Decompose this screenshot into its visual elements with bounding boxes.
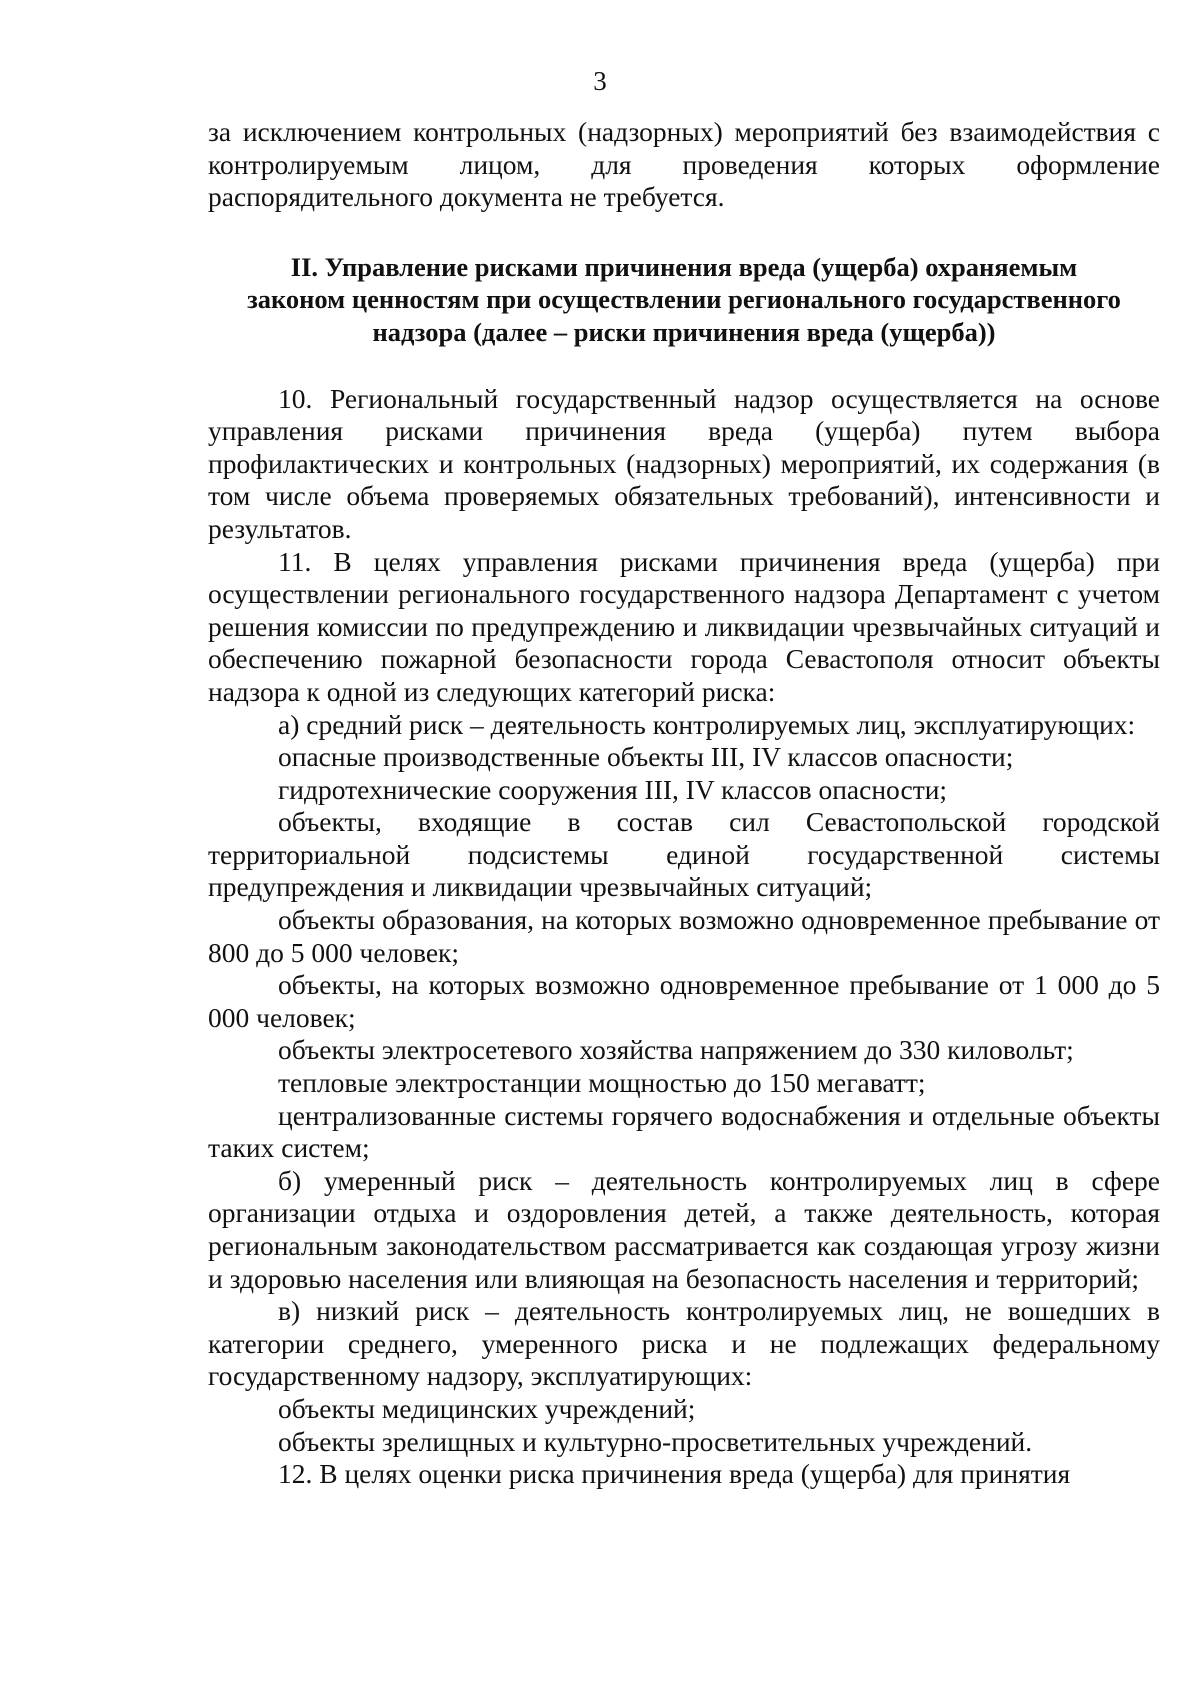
section-heading-line-3: надзора (далее – риски причинения вреда (ущерба)) — [372, 316, 996, 347]
list-item: опасные производственные объекты III, IV классов опасности; — [278, 741, 1014, 773]
risk-moderate: б) умеренный риск – деятельность контролируемых лиц в сфере организации отдыха и оздоровления детей, а также деятельность, которая региональным законодательством рассматривается как создающая угрозу жизни и здоровью населения или влияющая на безопасность населения и территорий; — [208, 1164, 1160, 1294]
list-item: объекты образования, на которых возможно одновременное пребывание от 800 до 5 000 человек; — [208, 904, 1160, 968]
list-item: объекты медицинских учреждений; — [278, 1392, 696, 1424]
page-number: 3 — [593, 66, 607, 96]
paragraph-12: 12. В целях оценки риска причинения вреда (ущерба) для принятия — [278, 1458, 1071, 1490]
list-item: объекты, на которых возможно одновременное пребывание от 1 000 до 5 000 человек; — [208, 969, 1160, 1033]
section-heading-line-2: законом ценностям при осуществлении регионального государственного — [247, 284, 1121, 315]
list-item: централизованные системы горячего водоснабжения и отдельные объекты таких систем; — [208, 1099, 1160, 1164]
list-item: тепловые электростанции мощностью до 150 мегаватт; — [278, 1067, 926, 1099]
section-heading-line-1: II. Управление рисками причинения вреда (ущерба) охраняемым — [290, 251, 1078, 282]
risk-low: в) низкий риск – деятельность контролируемых лиц, не вошедших в категории среднего, умеренного риска и не подлежащих федеральному государственному надзору, эксплуатирующих: — [208, 1295, 1160, 1392]
section-heading — [208, 251, 1160, 349]
list-item: объекты зрелищных и культурно-просветительных учреждений. — [278, 1425, 1033, 1457]
list-item: гидротехнические сооружения III, IV классов опасности; — [278, 773, 948, 805]
list-item: объекты электросетевого хозяйства напряжением до 330 киловольт; — [278, 1034, 1074, 1066]
list-item: объекты, входящие в состав сил Севастопольской городской территориальной подсистемы единой государственной системы предупреждения и ликвидации чрезвычайных ситуаций; — [208, 806, 1160, 903]
document-body — [208, 116, 1160, 1491]
paragraph-11: 11. В целях управления рисками причинения вреда (ущерба) при осуществлении регионального государственного надзора Департамент с учетом решения комиссии по предупреждению и ликвидации чрезвычайных ситуаций и обеспечению пожарной безопасности города Севастополя относит объекты надзора к одной из следующих категорий риска: — [208, 545, 1160, 707]
risk-medium: а) средний риск – деятельность контролируемых лиц, эксплуатирующих: — [278, 708, 1136, 740]
intro-paragraph: за исключением контрольных (надзорных) мероприятий без взаимодействия с контролируемым лицом, для проведения которых оформление распорядительного документа не требуется. — [208, 116, 1160, 213]
paragraph-10: 10. Региональный государственный надзор осуществляется на основе управления рисками причинения вреда (ущерба) путем выбора профилактических и контрольных (надзорных) мероприятий, их содержания (в том числе объема проверяемых обязательных требований), интенсивности и результатов. — [208, 382, 1160, 544]
